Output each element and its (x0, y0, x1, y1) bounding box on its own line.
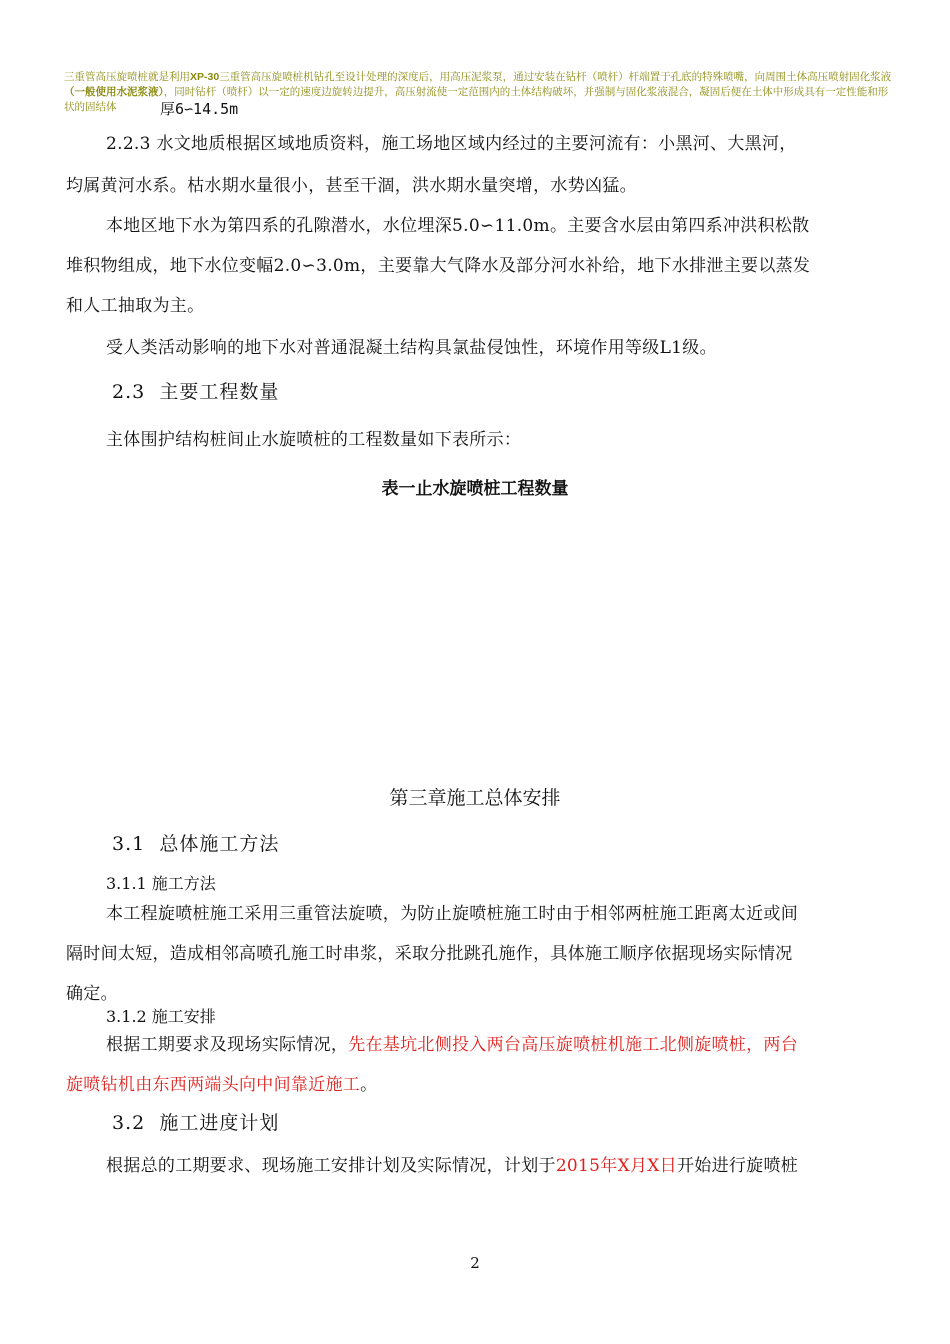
method-line-2: 隔时间太短，造成相邻高喷孔施工时串浆，采取分批跳孔施作，具体施工顺序依据现场实际情况 (66, 944, 793, 964)
arrangement-highlight: 旋喷钻机由东西两端头向中间靠近施工 (66, 1075, 361, 1095)
section-title: 主要工程数量 (159, 381, 280, 403)
overlay-text-c: 三重管高压旋喷桩机钻孔至设计处理的深度后，用高压泥浆泵，通过安装在钻杆（喷杆）杆端置于孔底的特殊喷嘴，向周围土体高压喷射固化浆液 (219, 71, 892, 83)
overlay-text-d: （一般使用水泥浆液） (64, 86, 164, 98)
schedule-text: 开始进行旋喷桩 (676, 1156, 799, 1176)
page-number: 2 (470, 1254, 480, 1272)
overlay-tail: 厚6∽14.5m (160, 100, 239, 118)
corrosion-note: 受人类活动影响的地下水对普通混凝土结构具氯盐侵蚀性，环境作用等级L1级。 (106, 338, 717, 358)
arrangement-text: 。 (360, 1075, 378, 1095)
arrangement-highlight: 先在基坑北侧投入两台高压旋喷桩机施工北侧旋喷桩，两台 (348, 1035, 799, 1055)
arrangement-line-2 (66, 1067, 377, 1103)
schedule-text: 根据总的工期要求、现场施工安排计划及实际情况，计划于 (106, 1156, 556, 1176)
section-heading-3-2 (112, 1108, 279, 1135)
hydrology-line-2: 均属黄河水系。枯水期水量很小，甚至干涸，洪水期水量突增，水势凶猛。 (66, 176, 637, 196)
groundwater-line-2: 堆积物组成，地下水位变幅2.0∽3.0m，主要靠大气降水及部分河水补给，地下水排泄主要以蒸发 (66, 256, 811, 276)
overlay-text-b: XP-30 (190, 71, 220, 83)
table-caption: 表一止水旋喷桩工程数量 (381, 479, 569, 498)
section-number: 2.3 (112, 381, 146, 403)
section-heading-3-1 (112, 829, 279, 856)
section-number: 3.1 (112, 833, 146, 855)
quantity-intro: 主体围护结构桩间止水旋喷桩的工程数量如下表所示： (106, 430, 522, 450)
method-line-1: 本工程旋喷桩施工采用三重管法旋喷，为防止旋喷桩施工时由于相邻两桩施工距离太近或间 (106, 904, 798, 924)
schedule-date: 2015年X月X日 (555, 1156, 677, 1176)
overlay-text-e: ，同时钻杆（喷杆）以一定的速度边旋转边提升，高压射流使一定范围内的土体结构破坏，并强制与固化浆液混合，凝固后便在土体中形成具有一定性能和形状的固结体 (64, 86, 889, 113)
section-title: 施工进度计划 (159, 1112, 280, 1134)
section-number: 3.2 (112, 1112, 146, 1134)
section-heading-2-3 (112, 377, 279, 404)
subsection-heading-3-1-1: 3.1.1 施工方法 (106, 874, 216, 893)
method-line-3: 确定。 (66, 984, 118, 1004)
chapter-title: 第三章施工总体安排 (389, 787, 561, 809)
subsection-heading-3-1-2: 3.1.2 施工安排 (106, 1007, 216, 1026)
hydrology-line-1: 2.2.3 水文地质根据区域地质资料，施工场地区域内经过的主要河流有：小黑河、大黑河， (106, 134, 797, 154)
arrangement-line-1 (106, 1027, 798, 1063)
groundwater-line-1: 本地区地下水为第四系的孔隙潜水，水位埋深5.0∽11.0m。主要含水层由第四系冲洪积松散 (106, 216, 810, 236)
schedule-line-1 (106, 1148, 798, 1184)
section-title: 总体施工方法 (159, 833, 280, 855)
overlay-text-a: 三重管高压旋喷桩就是利用 (64, 71, 190, 83)
groundwater-line-3: 和人工抽取为主。 (66, 296, 205, 316)
arrangement-text: 根据工期要求及现场实际情况， (106, 1035, 349, 1055)
